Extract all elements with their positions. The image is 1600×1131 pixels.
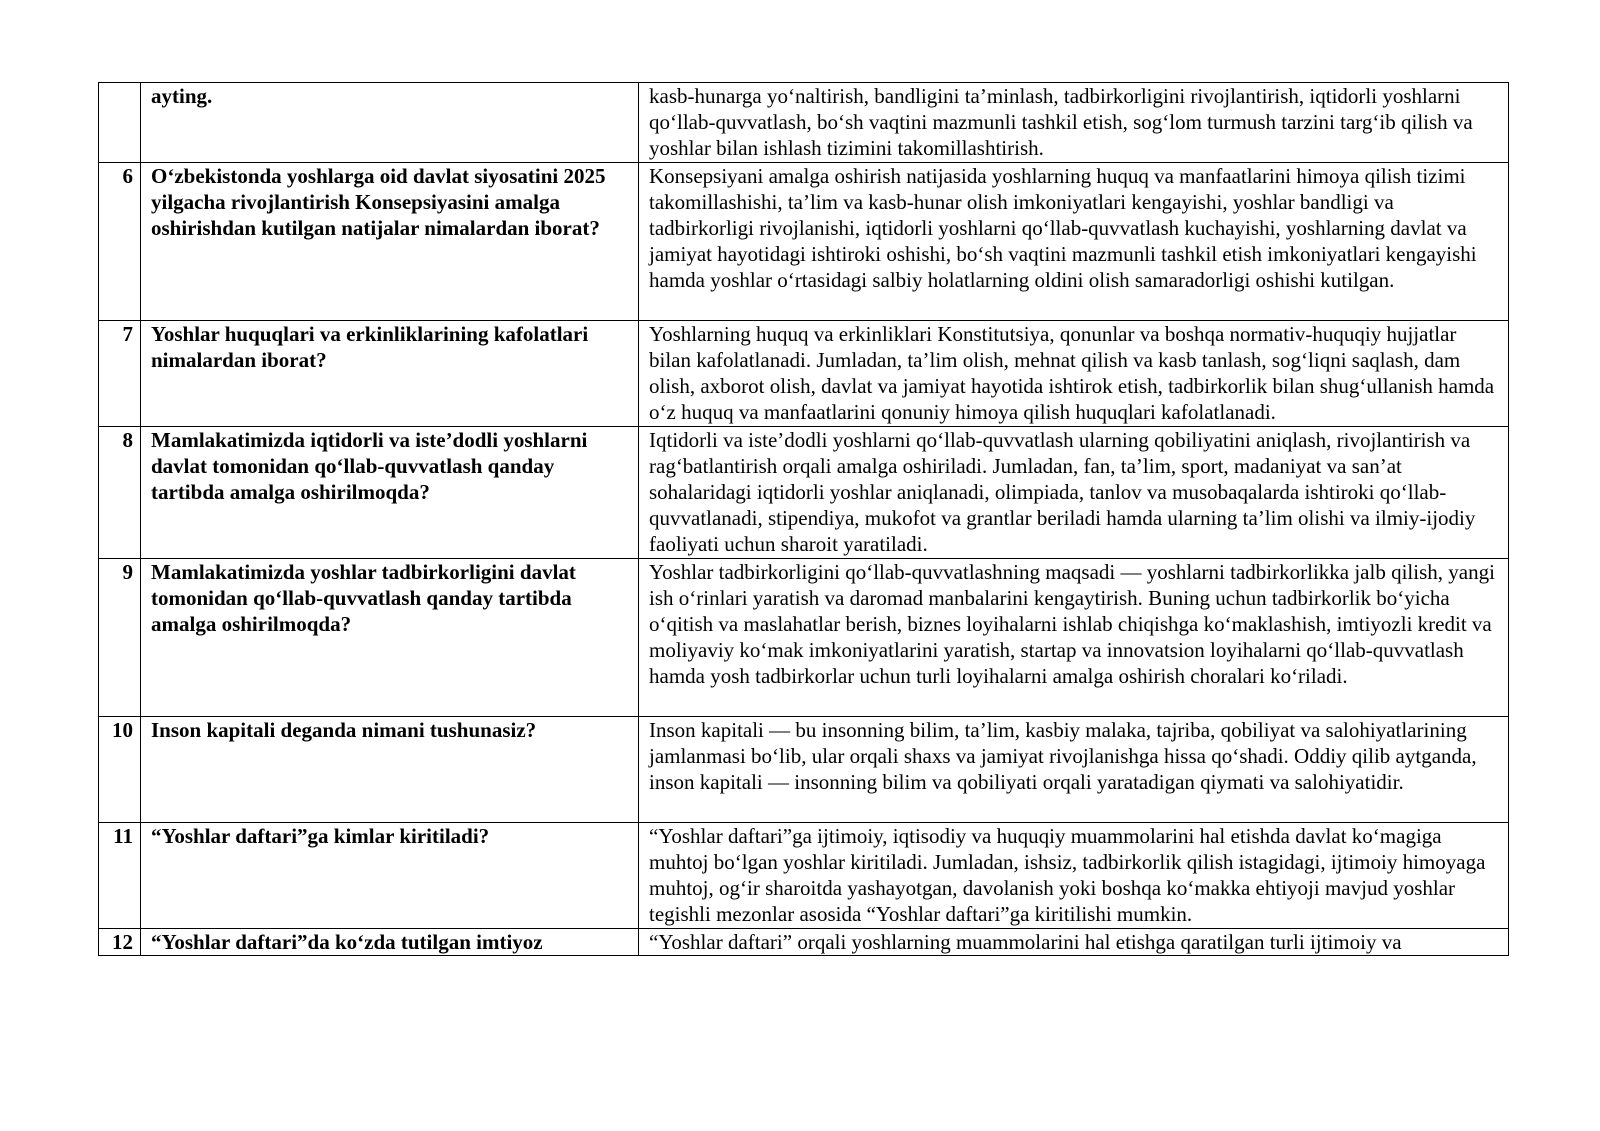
answer-cell: Konsepsiyani amalga oshirish natijasida yoshlarning huquq va manfaatlarini himoya qilish tizimi takomillashishi, ta’lim va kasb-hunar olish imkoniyatlari kengayishi, yoshlar bandligi va tadbirkorligi rivojlanishi, iqtidorli yoshlarni qo‘llab-quvvatlash kuchayishi, yoshlarning davlat va jamiyat hayotidagi ishtiroki oshishi, bo‘sh vaqtini mazmunli tashkil etish imkoniyatlari kengayishi hamda yoshlar o‘rtasidagi salbiy holatlarning oldini olish samaradorligi oshishi kutilgan. — [639, 162, 1509, 320]
table-row — [99, 558, 1509, 716]
answer-cell: “Yoshlar daftari”ga ijtimoiy, iqtisodiy va huquqiy muammolarini hal etishda davlat ko‘magiga muhtoj bo‘lgan yoshlar kiritiladi. Jumladan, ishsiz, tadbirkorlik qilish istagidagi, ijtimoiy himoyaga muhtoj, og‘ir sharoitda yashayotgan, davolanish yoki boshqa ko‘makka ehtiyoji mavjud yoshlar tegishli mezonlar asosida “Yoshlar daftari”ga kiritilishi mumkin. — [639, 822, 1509, 928]
table-row — [99, 83, 1509, 163]
table-row — [99, 822, 1509, 928]
row-number: 11 — [99, 822, 141, 928]
answer-cell: “Yoshlar daftari” orqali yoshlarning muammolarini hal etishga qaratilgan turli ijtimoiy va — [639, 928, 1509, 955]
question-cell: Inson kapitali deganda nimani tushunasiz? — [141, 716, 639, 822]
answer-cell: Yoshlarning huquq va erkinliklari Konstitutsiya, qonunlar va boshqa normativ-huquqiy hujjatlar bilan kafolatlanadi. Jumladan, ta’lim olish, mehnat qilish va kasb tanlash, sog‘liqni saqlash, dam olish, axborot olish, davlat va jamiyat hayotida ishtirok etish, tadbirkorlik bilan shug‘ullanish hamda o‘z huquq va manfaatlarini qonuniy himoya qilish huquqlari kafolatlanadi. — [639, 320, 1509, 426]
answer-cell: Iqtidorli va iste’dodli yoshlarni qo‘llab-quvvatlash ularning qobiliyatini aniqlash, rivojlantirish va rag‘batlantirish orqali amalga oshiriladi. Jumladan, fan, ta’lim, sport, madaniyat va san’at sohalaridagi iqtidorli yoshlar aniqlanadi, olimpiada, tanlov va musobaqalarda ishtiroki qo‘llab-quvvatlanadi, stipendiya, mukofot va grantlar beriladi hamda ularning ta’lim olishi va ilmiy-ijodiy faoliyati uchun sharoit yaratiladi. — [639, 426, 1509, 558]
question-cell: Mamlakatimizda yoshlar tadbirkorligini davlat tomonidan qo‘llab-quvvatlash qanday tartibda amalga oshirilmoqda? — [141, 558, 639, 716]
question-cell: Mamlakatimizda iqtidorli va iste’dodli yoshlarni davlat tomonidan qo‘llab-quvvatlash qanday tartibda amalga oshirilmoqda? — [141, 426, 639, 558]
question-cell: “Yoshlar daftari”da ko‘zda tutilgan imtiyoz — [141, 928, 639, 955]
row-number: 9 — [99, 558, 141, 716]
row-number: 12 — [99, 928, 141, 955]
answer-cell: kasb-hunarga yo‘naltirish, bandligini ta’minlash, tadbirkorligini rivojlantirish, iqtidorli yoshlarni qo‘llab-quvvatlash, bo‘sh vaqtini mazmunli tashkil etish, sog‘lom turmush tarzini targ‘ib qilish va yoshlar bilan ishlash tizimini takomillashtirish. — [639, 83, 1509, 163]
answer-cell: Yoshlar tadbirkorligini qo‘llab-quvvatlashning maqsadi — yoshlarni tadbirkorlikka jalb qilish, yangi ish o‘rinlari yaratish va daromad manbalarini kengaytirish. Buning uchun tadbirkorlik bo‘yicha o‘qitish va maslahatlar berish, biznes loyihalarni ishlab chiqishga ko‘maklashish, imtiyozli kredit va moliyaviy ko‘mak imkoniyatlarini yaratish, startap va innovatsion loyihalarni qo‘llab-quvvatlash hamda yosh tadbirkorlar uchun turli loyihalarni amalga oshirish choralari ko‘riladi. — [639, 558, 1509, 716]
qa-table — [98, 82, 1509, 956]
question-cell: “Yoshlar daftari”ga kimlar kiritiladi? — [141, 822, 639, 928]
table-row — [99, 928, 1509, 955]
question-cell: O‘zbekistonda yoshlarga oid davlat siyosatini 2025 yilgacha rivojlantirish Konsepsiyasini amalga oshirishdan kutilgan natijalar nimalardan iborat? — [141, 162, 639, 320]
row-number: 10 — [99, 716, 141, 822]
table-row — [99, 320, 1509, 426]
row-number: 6 — [99, 162, 141, 320]
row-number: 8 — [99, 426, 141, 558]
answer-cell: Inson kapitali — bu insonning bilim, ta’lim, kasbiy malaka, tajriba, qobiliyat va salohiyatlarining jamlanmasi bo‘lib, ular orqali shaxs va jamiyat rivojlanishga hissa qo‘shadi. Oddiy qilib aytganda, inson kapitali — insonning bilim va qobiliyati orqali yaratadigan qiymati va salohiyatidir. — [639, 716, 1509, 822]
table-row — [99, 426, 1509, 558]
row-number: 7 — [99, 320, 141, 426]
table-row — [99, 716, 1509, 822]
question-cell: ayting. — [141, 83, 639, 163]
row-number — [99, 83, 141, 163]
table-row — [99, 162, 1509, 320]
question-cell: Yoshlar huquqlari va erkinliklarining kafolatlari nimalardan iborat? — [141, 320, 639, 426]
